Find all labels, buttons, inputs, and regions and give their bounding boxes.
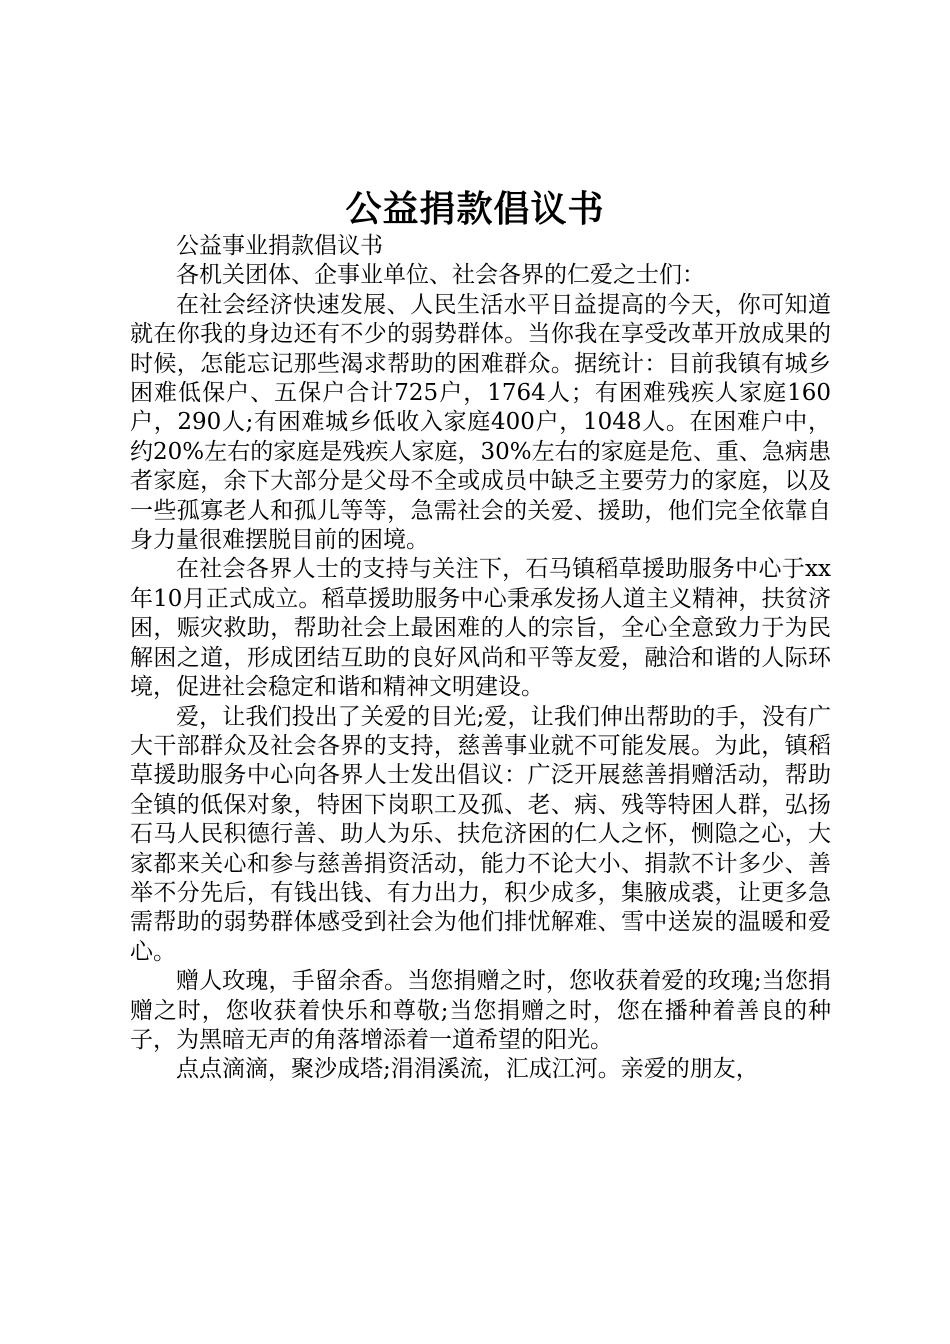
paragraph: 爱，让我们投出了关爱的目光;爱，让我们伸出帮助的手，没有广大干部群众及社会各界的支持，慈善事业就不可能发展。为此，镇稻草援助服务中心向各界人士发出倡议：广泛开展慈善捐赠活动，帮助全镇的低保对象，特困下岗职工及孤、老、病、残等特困人群，弘扬石马人民积德行善、助人为乐、扶危济困的仁人之怀，恻隐之心，大家都来关心和参与慈善捐资活动，能力不论大小、捐款不计多少、善举不分先后，有钱出钱、有力出力，积少成多，集腋成裘，让更多急需帮助的弱势群体感受到社会为他们排忧解难、雪中送炭的温暖和爱心。 (130, 703, 831, 965)
paragraph: 点点滴滴，聚沙成塔;涓涓溪流，汇成江河。亲爱的朋友， (176, 1056, 759, 1083)
paragraph-subtitle: 公益事业捐款倡议书 (176, 233, 383, 259)
document-body (130, 232, 831, 1085)
paragraph-salutation: 各机关团体、企事业单位、社会各界的仁爱之士们： (176, 262, 705, 289)
paragraph: 在社会各界人士的支持与关注下，石马镇稻草援助服务中心于xx年10月正式成立。稻草援助服务中心秉承发扬人道主义精神，扶贫济困，赈灾救助，帮助社会上最困难的人的宗旨，全心全意致力于为民解困之道，形成团结互助的良好风尚和平等友爱，融洽和谐的人际环境，促进社会稳定和谐和精神文明建设。 (130, 556, 831, 701)
paragraph: 在社会经济快速发展、人民生活水平日益提高的今天，你可知道就在你我的身边还有不少的弱势群体。当你我在享受改革开放成果的时候，怎能忘记那些渴求帮助的困难群众。据统计：目前我镇有城乡困难低保户、五保户合计725户，1764人；有困难残疾人家庭160户，290人;有困难城乡低收入家庭400户，1048人。在困难户中，约20%左右的家庭是残疾人家庭，30%左右的家庭是危、重、急病患者家庭，余下大部分是父母不全或成员中缺乏主要劳力的家庭，以及一些孤寡老人和孤儿等等，急需社会的关爱、援助，他们完全依靠自身力量很难摆脱目前的困境。 (130, 291, 831, 554)
document-title: 公益捐款倡议书 (345, 189, 605, 230)
paragraph: 赠人玫瑰，手留余香。当您捐赠之时，您收获着爱的玫瑰;当您捐赠之时，您收获着快乐和尊敬;当您捐赠之时，您在播种着善良的种子，为黑暗无声的角落增添着一道希望的阳光。 (130, 968, 831, 1053)
